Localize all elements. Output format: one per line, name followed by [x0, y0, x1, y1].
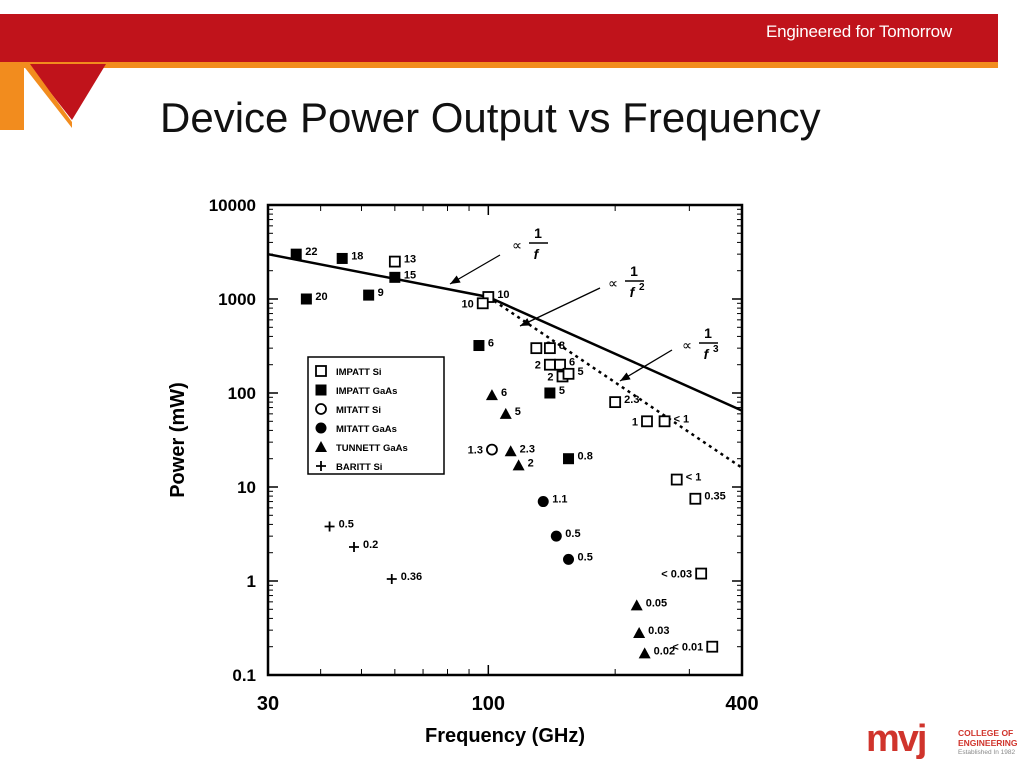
annotation-numerator: 1 — [630, 263, 638, 279]
annotation-denominator: f — [533, 246, 539, 262]
marker-open-square — [696, 569, 706, 579]
y-axis-label: Power (mW) — [167, 382, 189, 498]
marker-filled-square — [301, 294, 312, 305]
marker-open-square — [707, 642, 717, 652]
annotation-exponent: 3 — [713, 344, 719, 355]
marker-filled-triangle — [505, 445, 517, 456]
logo-text — [958, 728, 1018, 758]
legend-label: MITATT Si — [336, 405, 382, 416]
tagline: Engineered for Tomorrow — [766, 22, 952, 41]
data-label: 0.36 — [400, 571, 423, 584]
logo-mark — [866, 718, 925, 761]
marker-open-square — [531, 343, 541, 353]
data-label: 2 — [547, 371, 554, 384]
college-logo — [866, 718, 1018, 768]
x-tick-label: 100 — [471, 693, 506, 715]
legend-label: BARITT Si — [336, 462, 383, 473]
data-label: 6 — [569, 356, 576, 369]
marker-open-circle — [487, 445, 497, 455]
annotation-arrow-head — [620, 372, 631, 381]
marker-filled-square — [337, 253, 348, 264]
data-label: 10 — [497, 289, 510, 302]
annotation-proportional-symbol: ∝ — [512, 237, 523, 253]
data-label: 2 — [527, 457, 534, 470]
marker-open-square — [545, 343, 555, 353]
data-label: 1.3 — [467, 444, 483, 457]
data-label: 0.05 — [645, 597, 668, 610]
data-label: 13 — [403, 253, 417, 266]
marker-open-square — [390, 257, 400, 267]
marker-open-square — [316, 366, 326, 376]
slide-title: Device Power Output vs Frequency — [160, 94, 821, 141]
data-label: 10 — [461, 298, 474, 311]
data-label: 15 — [403, 269, 417, 282]
y-tick-label: 100 — [227, 384, 256, 403]
marker-filled-triangle — [500, 408, 512, 419]
x-tick-label: 30 — [256, 693, 280, 715]
marker-filled-circle — [538, 496, 549, 507]
marker-open-square — [564, 369, 574, 379]
marker-plus — [325, 522, 335, 532]
data-label: 0.2 — [363, 538, 379, 551]
marker-filled-square — [544, 388, 555, 399]
annotation-arrow-head — [520, 318, 531, 326]
annotation-arrow-line — [520, 288, 600, 326]
x-tick-label: 400 — [725, 693, 759, 715]
legend-label: TUNNETT GaAs — [336, 443, 408, 454]
data-label: 2.3 — [519, 443, 535, 456]
logo-line2: ENGINEERING — [958, 738, 1018, 748]
annotation-denominator: f — [703, 346, 709, 362]
y-tick-label: 1000 — [218, 290, 256, 309]
logo-mv: mvj — [866, 718, 926, 760]
annotation-arrow-head — [450, 276, 461, 284]
annotation-numerator: 1 — [704, 325, 712, 341]
y-tick-label: 10000 — [208, 196, 256, 215]
marker-filled-square — [473, 340, 484, 351]
marker-open-square — [478, 298, 488, 308]
marker-open-square — [610, 397, 620, 407]
marker-open-square — [545, 360, 555, 370]
data-label: 5 — [514, 405, 521, 418]
data-label: 8 — [558, 340, 566, 353]
data-label: 1 — [631, 416, 638, 429]
marker-open-circle — [316, 404, 326, 414]
logo-line1: COLLEGE OF — [958, 728, 1014, 738]
data-label: 0.5 — [565, 528, 581, 541]
marker-filled-square — [389, 272, 400, 283]
marker-filled-triangle — [486, 389, 498, 400]
data-label: 0.5 — [338, 518, 354, 531]
legend-label: IMPATT GaAs — [336, 386, 398, 397]
marker-open-square — [690, 494, 700, 504]
data-label: 0.5 — [577, 551, 593, 564]
data-label: 0.8 — [577, 450, 593, 463]
data-label: < 0.01 — [672, 641, 704, 654]
data-label: 0.03 — [648, 624, 670, 637]
legend-label: IMPATT Si — [336, 367, 382, 378]
annotation-exponent: 2 — [639, 282, 645, 293]
data-label: 6 — [487, 337, 495, 350]
logo-line3: Established In 1982 — [958, 749, 1016, 756]
data-label: < 1 — [685, 471, 702, 484]
marker-filled-triangle — [633, 627, 645, 638]
data-label: 5 — [558, 385, 566, 397]
x-axis-label: Frequency (GHz) — [424, 725, 586, 747]
data-label: 0.02 — [653, 645, 676, 658]
data-label: 6 — [500, 387, 508, 400]
y-tick-label: 10 — [237, 478, 256, 497]
marker-filled-triangle — [513, 459, 525, 470]
marker-filled-square — [291, 249, 302, 260]
data-label: 18 — [351, 250, 364, 263]
marker-filled-square — [316, 385, 327, 396]
data-label: 5 — [577, 365, 584, 378]
data-label: 2.3 — [624, 394, 640, 407]
data-label: 1.1 — [552, 493, 568, 506]
data-label: 20 — [315, 291, 328, 303]
marker-open-square — [642, 416, 652, 426]
marker-filled-circle — [551, 531, 562, 542]
marker-open-square — [660, 416, 670, 426]
marker-filled-circle — [316, 423, 327, 434]
marker-open-square — [672, 475, 682, 485]
marker-plus — [349, 542, 359, 552]
annotation-proportional-symbol: ∝ — [608, 275, 619, 291]
annotation-denominator: f — [629, 284, 635, 300]
data-label: < 1 — [673, 413, 690, 426]
data-label: 0.35 — [704, 490, 726, 503]
y-tick-label: 0.1 — [232, 666, 256, 685]
marker-filled-square — [563, 453, 574, 464]
data-label: 2 — [534, 359, 541, 372]
marker-filled-triangle — [631, 599, 643, 610]
y-tick-label: 1 — [246, 572, 256, 591]
annotation-proportional-symbol: ∝ — [682, 337, 693, 353]
annotation-numerator: 1 — [534, 225, 542, 241]
marker-filled-triangle — [639, 647, 651, 658]
marker-filled-circle — [563, 554, 574, 565]
data-label: 9 — [377, 287, 384, 300]
marker-plus — [387, 574, 397, 584]
data-label: < 0.03 — [661, 568, 693, 581]
legend-label: MITATT GaAs — [336, 424, 397, 435]
marker-filled-square — [363, 290, 374, 301]
data-label: 22 — [305, 246, 318, 259]
